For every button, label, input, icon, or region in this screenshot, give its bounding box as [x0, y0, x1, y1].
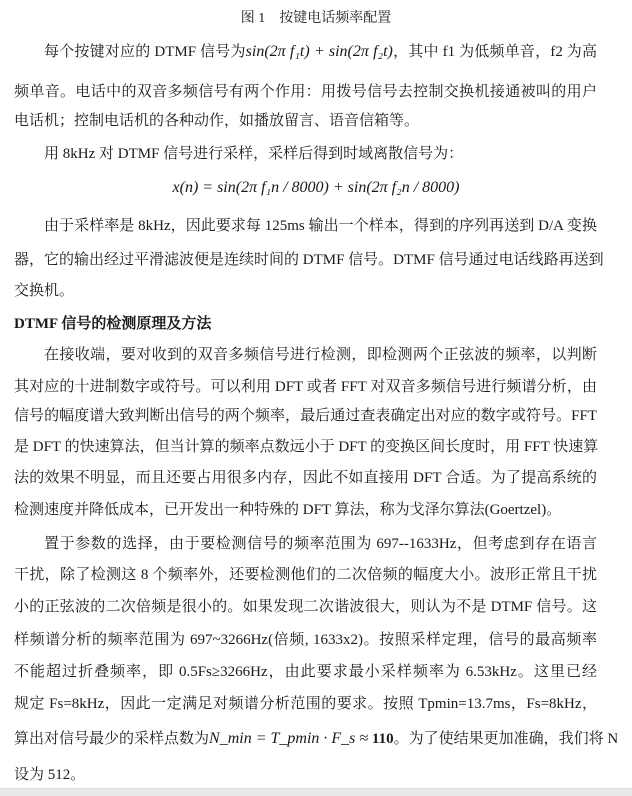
text: 每个按键对应的 DTMF 信号为: [44, 44, 246, 60]
paragraph-line: 用 8kHz 对 DTMF 信号进行采样，采样后得到时域离散信号为：: [44, 146, 464, 162]
paragraph-line: 在接收端，要对收到的双音多频信号进行检测，即检测两个正弦波的频率，以判断: [44, 347, 597, 363]
nmin-formula: N_min = T_pmin · F_s ≈: [209, 730, 369, 747]
paragraph-line: 器，它的输出经过平滑滤波便是连续时间的 DTMF 信号。DTMF 信号通过电话线路再送到: [14, 252, 604, 268]
text: 。为了使结果更加准确，我们将 N: [393, 731, 619, 747]
nmin-value: 110: [371, 731, 394, 747]
paragraph-line: 样频谱分析的频率范围为 697~3266Hz(倍频, 1633x2)。按照采样定理，信号的最高频率: [14, 632, 597, 648]
paragraph-line: 置于参数的选择，由于要检测信号的频率范围为 697--1633Hz，但考虑到存在语言: [44, 536, 597, 552]
sampled-signal-formula: x(n) = sin(2π f₁n / 8000) + sin(2π f₂n / 8000): [172, 179, 460, 196]
figure-caption: 图 1 按键电话频率配置: [240, 11, 392, 26]
paragraph-line: 干扰，除了检测这 8 个频率外，还要检测他们的二次倍频的幅度大小。波形正常且干扰: [14, 567, 597, 583]
text: ，其中 f1 为低频单音，f2 为高: [392, 44, 597, 60]
paragraph-line: 信号的幅度谱大致判断出信号的两个频率，最后通过查表确定出对应的数字或符号。FFT: [14, 408, 597, 424]
text: 算出对信号最少的采样点数为: [14, 731, 210, 747]
paragraph-line: 频单音。电话中的双音多频信号有两个作用：用拨号信号去控制交换机接通被叫的用户: [14, 84, 597, 100]
paragraph-line: 是 DFT 的快速算法，但当计算的频率点数远小于 DFT 的变换区间长度时，用 FFT 快速算: [14, 439, 599, 455]
paragraph-line: 设为 512。: [14, 767, 86, 783]
paragraph-line: 其对应的十进制数字或符号。可以利用 DFT 或者 FFT 对双音多频信号进行频谱分析，由: [14, 379, 597, 395]
paragraph-line: [14, 729, 619, 749]
paragraph-line: 电话机；控制电话机的各种动作，如播放留言、语音信箱等。: [14, 113, 420, 129]
paragraph-line: 检测速度并降低成本，已开发出一种特殊的 DFT 算法，称为戈泽尔算法(Goertzel)。: [14, 502, 562, 518]
paragraph-line: 小的正弦波的二次倍频是很小的。如果发现二次谐波很大，则认为不是 DTMF 信号。这: [14, 599, 597, 615]
dtmf-signal-formula: sin(2π f₁t) + sin(2π f₂t): [245, 43, 393, 60]
paragraph-line: 规定 Fs=8kHz，因此一定满足对频谱分析范围的要求。按照 Tpmin=13.7ms，Fs=8kHz，: [14, 696, 597, 712]
paragraph-line: 交换机。: [14, 283, 75, 299]
paragraph-line: 由于采样率是 8kHz，因此要求每 125ms 输出一个样本，得到的序列再送到 D/A 变换: [44, 218, 597, 234]
paragraph-line: 不能超过折叠频率，即 0.5Fs≥3266Hz，由此要求最小采样频率为 6.53kHz。这里已经: [14, 664, 597, 680]
paragraph-line: [44, 42, 597, 62]
paragraph-line: 法的效果不明显，而且还要占用很多内存，因此不如直接用 DFT 合适。为了提高系统的: [14, 470, 597, 486]
section-heading: DTMF 信号的检测原理及方法: [14, 316, 212, 332]
